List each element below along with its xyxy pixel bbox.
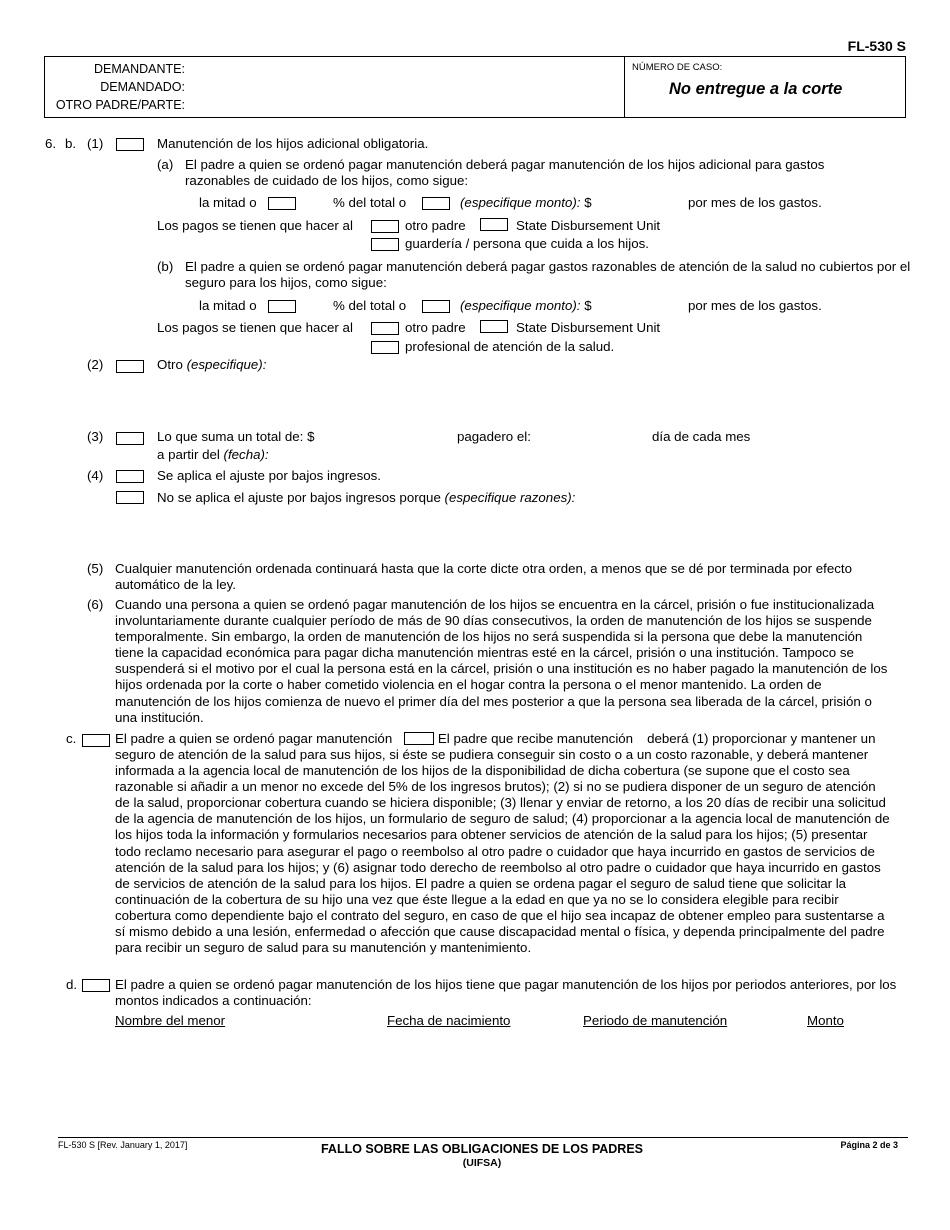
item-3-day: día de cada mes <box>652 429 751 444</box>
item-1b-sdu-checkbox[interactable] <box>480 320 508 333</box>
item-3-date: (fecha): <box>223 447 269 462</box>
item-1b-specify-amount-italic: (especifique monto): <box>460 298 581 313</box>
item-1b-half-field[interactable] <box>268 300 296 313</box>
footer-title: FALLO SOBRE LAS OBLIGACIONES DE LOS PADRES <box>320 1142 643 1156</box>
item-1a-payments-to: Los pagos se tienen que hacer al <box>157 218 353 233</box>
item-4-not-applies <box>157 490 575 506</box>
footer-page: Página 2 de 3 <box>840 1140 898 1150</box>
item-4-applies-checkbox[interactable] <box>116 470 144 483</box>
item-1-number: (1) <box>87 136 104 151</box>
item-3-checkbox[interactable] <box>116 432 144 445</box>
item-2-checkbox[interactable] <box>116 360 144 373</box>
section-b-letter: b. <box>65 136 77 151</box>
item-3-total: Lo que suma un total de: $ <box>157 429 315 444</box>
item-1a-provider-checkbox[interactable] <box>371 238 399 251</box>
column-amount: Monto <box>807 1013 844 1028</box>
section-d-text: El padre a quien se ordenó pagar manutención de los hijos tiene que pagar manutención de los hijos por periodos anteriores, por los montos indicados a continuación: <box>115 977 897 1009</box>
item-1a-sdu: State Disbursement Unit <box>516 218 661 233</box>
item-1a-sdu-checkbox[interactable] <box>480 218 508 231</box>
item-1-title: Manutención de los hijos adicional obligatoria. <box>157 136 429 151</box>
item-4-applies: Se aplica el ajuste por bajos ingresos. <box>157 468 381 483</box>
item-3-from-text: a partir del <box>157 447 220 462</box>
section-d-checkbox[interactable] <box>82 979 110 992</box>
item-2-number: (2) <box>87 357 104 372</box>
plaintiff-label: DEMANDANTE: <box>94 62 185 76</box>
column-child-name: Nombre del menor <box>115 1013 226 1028</box>
item-1a-letter: (a) <box>157 157 174 172</box>
item-1a-other-parent-checkbox[interactable] <box>371 220 399 233</box>
item-1a-text: El padre a quien se ordenó pagar manutención deberá pagar manutención de los hijos adicional para gastos razonables de cuidado de los hijos, como sigue: <box>185 157 825 189</box>
item-2-label <box>157 357 266 373</box>
item-1b-text: El padre a quien se ordenó pagar manutención deberá pagar gastos razonables de atención de la salud no cubiertos por el seguro para los hijos, como sigue: <box>185 259 911 291</box>
item-1-checkbox[interactable] <box>116 138 144 151</box>
caption-divider <box>624 57 625 117</box>
item-4-not-applies-text: No se aplica el ajuste por bajos ingresos porque <box>157 490 441 505</box>
item-2-other: Otro <box>157 357 183 372</box>
footer-subtitle: (UIFSA) <box>462 1157 502 1169</box>
item-1b-payments-to: Los pagos se tienen que hacer al <box>157 320 353 335</box>
item-1a-specify-amount-italic: (especifique monto): <box>460 195 581 210</box>
section-c-text-block <box>115 731 891 956</box>
item-1a-pct-field[interactable] <box>422 197 450 210</box>
item-4-not-applies-checkbox[interactable] <box>116 491 144 504</box>
item-1b-half: la mitad o <box>199 298 257 313</box>
section-c-payer-checkbox[interactable] <box>82 734 110 747</box>
item-1b-other-parent: otro padre <box>405 320 466 335</box>
section-c-text: deberá (1) proporcionar y mantener un seguro de atención de la salud para sus hijos, si éste se pudiera conseguir sin costo o a un costo razonable, y deberá mantener informada a la agencia local de manutención de los hijos de la disponibilidad de dicha cobertura (se supone que el costo sea razonable si añadir a un menor no excede del 5% de los ingresos brutos); (2) si no se pudiera disponer de un seguro de atención de la salud, proporcionar cobertura cuando se hiciera disponible; (3) llenar y enviar de retorno, a los 20 días de recibir una solicitud de la agencia de manutención de los hijos, un formulario de seguro de salud; (4) proporcionar a la agencia local de manutención de los hijos toda la información y formularios necesarios para obtener servicios de atención de la salud para los hijos; (5) presentar todo reclamo necesario para asegurar el pago o reembolso al otro padre o cuidador que haya incurrido en gastos de servicios de atención de la salud para los hijos; y (6) asignar todo derecho de reembolso al otro padre o cuidador que haya incurrido en gastos de servicios de atención de la salud para los hijos. El padre a quien se ordena pagar el seguro de salud tiene que solicitar la continuación de la cobertura de su hijo una vez que éste llegue a la edad en que ya no se lo considera elegible para recibir cobertura como dependiente bajo el contrato del seguro, en caso de que el hijo sea incapaz de obtener empleo para sustentarse a sí mismo debido a una lesión, enfermedad o afección que cause discapacidad mental o física, y dependa principalmente del padre para recibir un seguro de salud para su manutención y mantenimiento. <box>115 731 890 956</box>
item-1b-dollar: $ <box>584 298 592 313</box>
item-6-text: Cuando una persona a quien se ordenó pagar manutención de los hijos se encuentra en la cárcel, prisión o fue institucionalizada involuntariamente durante cualquier período de más de 90 días consecutivos, la orden de manutención de los hijos se suspende temporalmente. Sin embargo, la orden de manutención de los hijos no será suspendida si la persona que debe la manutención tiene la capacidad económica para pagar dicha manutención mientras esté en la cárcel, prisión o una institución. Tampoco se suspenderá si el motivo por el cual la persona está en la cárcel, prisión o una institución es no haber pagado la manutención de los hijos ordenada por la corte o haber cometido violencia en el hogar contra la persona o el menor mantenido. La orden de manutención de los hijos comienza de nuevo el primer día del mes posterior a que la persona sea liberada de la cárcel, prisión o una institución. <box>115 597 888 725</box>
item-4-reasons: (especifique razones): <box>444 490 576 505</box>
section-6-number: 6. <box>45 136 57 151</box>
other-party-label: OTRO PADRE/PARTE: <box>55 98 185 112</box>
defendant-label: DEMANDADO: <box>100 80 185 94</box>
item-1b-sdu: State Disbursement Unit <box>516 320 661 335</box>
item-1a-specify-amount <box>460 195 592 211</box>
footer-revision: FL-530 S [Rev. January 1, 2017] <box>58 1140 188 1150</box>
footer-rule <box>58 1137 908 1138</box>
item-1b-specify-amount <box>460 298 592 314</box>
item-1b-provider-checkbox[interactable] <box>371 341 399 354</box>
item-4-number: (4) <box>87 468 104 483</box>
item-1b-provider: profesional de atención de la salud. <box>405 339 615 354</box>
item-1a-half-field[interactable] <box>268 197 296 210</box>
column-birth-date: Fecha de nacimiento <box>387 1013 511 1028</box>
form-number: FL-530 S <box>847 38 906 54</box>
item-1a-half: la mitad o <box>199 195 257 210</box>
item-1a-provider: guardería / persona que cuida a los hijos. <box>405 236 649 251</box>
item-1b-letter: (b) <box>157 259 174 274</box>
item-5-text: Cualquier manutención ordenada continuará hasta que la corte dicte otra orden, a menos que se dé por terminada por efecto automático de la ley. <box>115 561 852 593</box>
caption-box <box>44 56 906 118</box>
item-1b-other-parent-checkbox[interactable] <box>371 322 399 335</box>
item-1b-pct: % del total o <box>333 298 407 313</box>
item-3-number: (3) <box>87 429 104 444</box>
item-3-from <box>157 447 269 463</box>
item-2-specify: (especifique): <box>186 357 267 372</box>
section-d-letter: d. <box>66 977 78 992</box>
column-support-period: Periodo de manutención <box>583 1013 728 1028</box>
item-6-number: (6) <box>87 597 104 612</box>
item-1a-dollar: $ <box>584 195 592 210</box>
section-c-recipient: El padre que recibe manutención <box>437 731 634 746</box>
case-number-label: NÚMERO DE CASO: <box>632 62 723 73</box>
item-1b-pct-field[interactable] <box>422 300 450 313</box>
item-1b-per-month: por mes de los gastos. <box>688 298 822 313</box>
item-1a-pct: % del total o <box>333 195 407 210</box>
item-3-payable: pagadero el: <box>457 429 531 444</box>
item-5-number: (5) <box>87 561 104 576</box>
section-c-payer: El padre a quien se ordenó pagar manutención <box>115 731 393 746</box>
item-1a-other-parent: otro padre <box>405 218 466 233</box>
section-c-recipient-checkbox[interactable] <box>404 732 434 745</box>
case-note: No entregue a la corte <box>669 80 843 98</box>
item-1a-per-month: por mes de los gastos. <box>688 195 822 210</box>
section-c-letter: c. <box>66 731 77 746</box>
